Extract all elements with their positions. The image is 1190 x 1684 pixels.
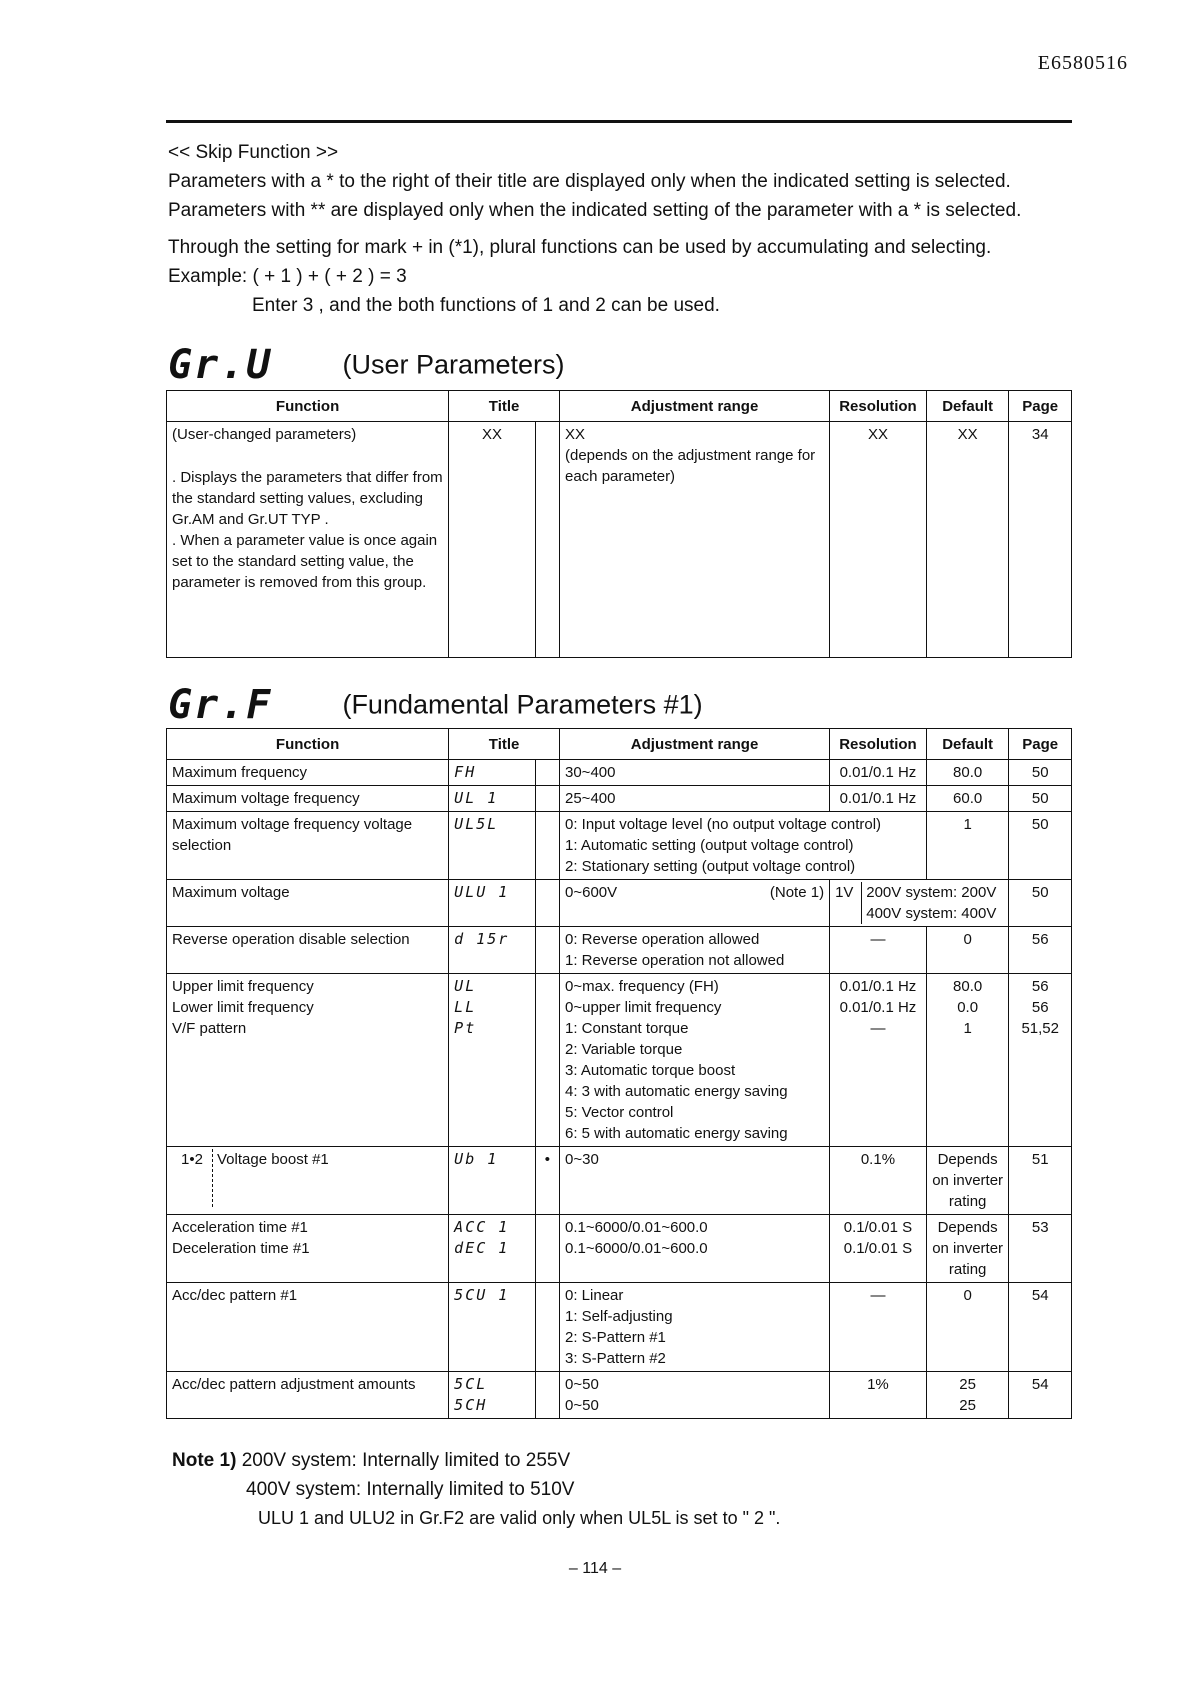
range-option: 2: Variable torque — [565, 1041, 683, 1058]
title-upper: UL — [454, 977, 477, 995]
hdr-function: Function — [167, 729, 449, 760]
skip-line-3: Through the setting for mark + in (*1), plural functions can be used by accumulating and selecting. — [168, 237, 992, 258]
note-block — [172, 1446, 780, 1533]
default-adj-2: 25 — [959, 1397, 976, 1414]
range-option: 2: S-Pattern #1 — [565, 1329, 666, 1346]
row-range — [560, 974, 830, 1147]
title-vf: Pt — [454, 1019, 477, 1037]
title-adj-2: 5CH — [454, 1396, 488, 1414]
row-range: 25~400 — [560, 786, 830, 812]
row-default: 200V system: 200V — [866, 884, 997, 901]
note-line-3: ULU 1 and ULU2 in Gr.F2 are valid only when UL5L is set to " 2 ". — [258, 1508, 781, 1528]
range-option: 3: Automatic torque boost — [565, 1062, 736, 1079]
row-mark — [535, 1215, 559, 1283]
user-resolution-cell: XX — [830, 422, 927, 658]
table-row — [167, 1283, 1072, 1372]
range-option: 2: Stationary setting (output voltage control) — [565, 858, 856, 875]
row-mark — [535, 880, 559, 927]
skip-function-intro — [168, 138, 1088, 320]
note-label: Note 1) — [172, 1450, 237, 1471]
table-row — [167, 974, 1072, 1147]
title-accel: ACC 1 — [454, 1218, 510, 1236]
row-mark: • — [535, 1147, 559, 1215]
row-function: Maximum frequency — [167, 760, 449, 786]
range-lower: 0~upper limit frequency — [565, 999, 722, 1016]
range-option: 5: Vector control — [565, 1104, 674, 1121]
fund-group-heading — [168, 682, 703, 728]
range-option: 1: Reverse operation not allowed — [565, 952, 785, 969]
user-group-code: Gr.U — [168, 342, 273, 388]
hdr-function: Function — [167, 391, 449, 422]
resolution-vf: — — [870, 1020, 886, 1037]
row-title — [449, 1372, 536, 1419]
range-upper: 0~max. frequency (FH) — [565, 978, 719, 995]
range-option: 0: Linear — [565, 1287, 624, 1304]
row-function: Acc/dec pattern adjustment amounts — [167, 1372, 449, 1419]
row-range — [560, 1283, 830, 1372]
range-option: 1: Self-adjusting — [565, 1308, 673, 1325]
row-page: 50 — [1009, 812, 1072, 880]
header-rule — [166, 120, 1072, 123]
range-option: 0: Reverse operation allowed — [565, 931, 760, 948]
row-function: Maximum voltage frequency — [167, 786, 449, 812]
row-function — [167, 974, 449, 1147]
table-row — [167, 1147, 1072, 1215]
row-page: 50 — [1009, 786, 1072, 812]
row-page: 53 — [1009, 1215, 1072, 1283]
function-lower: Lower limit frequency — [172, 999, 314, 1016]
hdr-default: Default — [926, 391, 1009, 422]
user-mark-cell — [535, 422, 559, 658]
row-mark — [535, 1283, 559, 1372]
row-default: 400V system: 400V — [866, 905, 997, 922]
range-option: 3: S-Pattern #2 — [565, 1350, 666, 1367]
user-group-heading — [168, 342, 565, 388]
table-row — [167, 927, 1072, 974]
row-title — [449, 974, 536, 1147]
user-function-bullet-1: . Displays the parameters that differ from the standard setting values, excluding Gr.AM and Gr.UT TYP . — [172, 469, 443, 528]
row-default: 1 — [926, 812, 1009, 880]
row-resolution: — — [830, 1283, 927, 1372]
default-lower: 0.0 — [957, 999, 979, 1016]
title-adj-1: 5CL — [454, 1375, 488, 1393]
user-function-cell — [167, 422, 449, 658]
hdr-title: Title — [449, 729, 560, 760]
page-vf: 51,52 — [1021, 1020, 1059, 1037]
function-accel: Acceleration time #1 — [172, 1219, 308, 1236]
row-page — [1009, 974, 1072, 1147]
hdr-page: Page — [1009, 729, 1072, 760]
table-row — [167, 786, 1072, 812]
row-function: Maximum voltage — [167, 880, 449, 927]
row-title: ULU 1 — [449, 880, 536, 927]
note-line-1: 200V system: Internally limited to 255V — [241, 1450, 571, 1471]
skip-line-2: Parameters with ** are displayed only when the indicated setting of the parameter with a * is selected. — [168, 200, 1022, 221]
row-page: 54 — [1009, 1283, 1072, 1372]
fund-group-title: (Fundamental Parameters #1) — [342, 689, 703, 720]
default-upper: 80.0 — [953, 978, 983, 995]
row-function: Acc/dec pattern #1 — [167, 1283, 449, 1372]
function-vf: V/F pattern — [172, 1020, 247, 1037]
user-function-bullet-2: . When a parameter value is once again set to the standard setting value, the parameter is removed from this group. — [172, 532, 438, 591]
row-default: 0 — [926, 1283, 1009, 1372]
table-row — [167, 760, 1072, 786]
range-accel: 0.1~6000/0.01~600.0 — [565, 1219, 708, 1236]
hdr-resolution: Resolution — [830, 391, 927, 422]
row-range — [560, 927, 830, 974]
resolution-upper: 0.01/0.1 Hz — [839, 978, 917, 995]
skip-line-5: Enter 3 , and the both functions of 1 and 2 can be used. — [252, 295, 720, 316]
range-value: 0~600V — [565, 884, 618, 901]
resolution-lower: 0.01/0.1 Hz — [839, 999, 917, 1016]
row-resolution — [830, 1215, 927, 1283]
range-option: 4: 3 with automatic energy saving — [565, 1083, 788, 1100]
user-default-cell: XX — [926, 422, 1009, 658]
hdr-resolution: Resolution — [830, 729, 927, 760]
table-row — [167, 422, 1072, 658]
row-function — [167, 1215, 449, 1283]
row-range — [560, 1215, 830, 1283]
user-group-title: (User Parameters) — [342, 349, 565, 380]
table-row — [167, 880, 1072, 927]
row-resolution: 0.01/0.1 Hz — [830, 760, 927, 786]
row-range — [560, 1372, 830, 1419]
range-option: 1: Automatic setting (output voltage control) — [565, 837, 854, 854]
document-id: E6580516 — [1037, 52, 1128, 74]
hdr-range: Adjustment range — [560, 391, 830, 422]
range-option: 1: Constant torque — [565, 1020, 689, 1037]
page-number: – 114 – — [568, 1560, 622, 1577]
fund-table-header — [167, 729, 1072, 760]
function-decel: Deceleration time #1 — [172, 1240, 310, 1257]
row-resolution: — — [830, 927, 927, 974]
row-default: Depends on inverter rating — [926, 1147, 1009, 1215]
row-page: 54 — [1009, 1372, 1072, 1419]
row-mark — [535, 786, 559, 812]
row-title: UL 1 — [449, 786, 536, 812]
table-row — [167, 1372, 1072, 1419]
row-range: 30~400 — [560, 760, 830, 786]
row-resolution: 1% — [830, 1372, 927, 1419]
row-resolution: 0.1% — [830, 1147, 927, 1215]
skip-heading: << Skip Function >> — [168, 142, 339, 163]
note-line-2: 400V system: Internally limited to 510V — [246, 1479, 575, 1500]
boost-mark: 1•2 — [181, 1151, 203, 1168]
title-decel: dEC 1 — [454, 1239, 510, 1257]
range-adj-1: 0~50 — [565, 1376, 599, 1393]
note-ref: (Note 1) — [769, 884, 825, 901]
row-resolution — [830, 974, 927, 1147]
row-range: 0~30 — [560, 1147, 830, 1215]
user-range-cell — [560, 422, 830, 658]
user-parameters-table — [166, 390, 1072, 658]
row-default: 0 — [926, 927, 1009, 974]
row-resolution-default — [830, 880, 1009, 927]
row-title: UL5L — [449, 812, 536, 880]
row-function: Maximum voltage frequency voltage selection — [167, 812, 449, 880]
resolution-decel: 0.1/0.01 S — [843, 1240, 913, 1257]
row-range — [560, 812, 927, 880]
title-lower: LL — [454, 998, 477, 1016]
row-title: FH — [449, 760, 536, 786]
row-title — [449, 1215, 536, 1283]
user-table-header — [167, 391, 1072, 422]
default-vf: 1 — [963, 1020, 972, 1037]
row-mark — [535, 1372, 559, 1419]
row-function — [167, 1147, 449, 1215]
fund-group-code: Gr.F — [168, 682, 273, 728]
row-default — [926, 1372, 1009, 1419]
row-default: Depends on inverter rating — [926, 1215, 1009, 1283]
row-default — [926, 974, 1009, 1147]
row-range — [560, 880, 830, 927]
user-page-cell: 34 — [1009, 422, 1072, 658]
row-default: 80.0 — [926, 760, 1009, 786]
user-title-cell: XX — [449, 422, 536, 658]
row-resolution: 0.01/0.1 Hz — [830, 786, 927, 812]
hdr-title: Title — [449, 391, 560, 422]
range-adj-2: 0~50 — [565, 1397, 599, 1414]
function-upper: Upper limit frequency — [172, 978, 314, 995]
fundamental-parameters-table — [166, 728, 1072, 1419]
hdr-page: Page — [1009, 391, 1072, 422]
row-default: 60.0 — [926, 786, 1009, 812]
row-mark — [535, 974, 559, 1147]
range-decel: 0.1~6000/0.01~600.0 — [565, 1240, 708, 1257]
range-option: 6: 5 with automatic energy saving — [565, 1125, 788, 1142]
row-title: 5CU 1 — [449, 1283, 536, 1372]
page-upper: 56 — [1031, 978, 1049, 995]
range-option: 0: Input voltage level (no output voltage control) — [565, 816, 882, 833]
hdr-range: Adjustment range — [560, 729, 830, 760]
row-resolution: 1V — [835, 884, 854, 901]
row-function: Reverse operation disable selection — [167, 927, 449, 974]
row-title: Ub 1 — [449, 1147, 536, 1215]
boost-function: Voltage boost #1 — [212, 1149, 329, 1207]
row-mark — [535, 812, 559, 880]
table-row — [167, 812, 1072, 880]
page-lower: 56 — [1031, 999, 1049, 1016]
row-mark — [535, 760, 559, 786]
default-adj-1: 25 — [959, 1376, 976, 1393]
table-row — [167, 1215, 1072, 1283]
resolution-accel: 0.1/0.01 S — [843, 1219, 913, 1236]
hdr-default: Default — [926, 729, 1009, 760]
user-range-note: (depends on the adjustment range for each parameter) — [565, 447, 816, 485]
row-mark — [535, 927, 559, 974]
skip-line-4: Example: ( + 1 ) + ( + 2 ) = 3 — [168, 266, 407, 287]
row-page: 50 — [1009, 760, 1072, 786]
user-function-heading: (User-changed parameters) — [172, 426, 357, 443]
user-range-xx: XX — [565, 426, 586, 443]
row-page: 51 — [1009, 1147, 1072, 1215]
row-page: 56 — [1009, 927, 1072, 974]
row-title: d 15r — [449, 927, 536, 974]
row-page: 50 — [1009, 880, 1072, 927]
skip-line-1: Parameters with a * to the right of their title are displayed only when the indicated setting is selected. — [168, 171, 1011, 192]
